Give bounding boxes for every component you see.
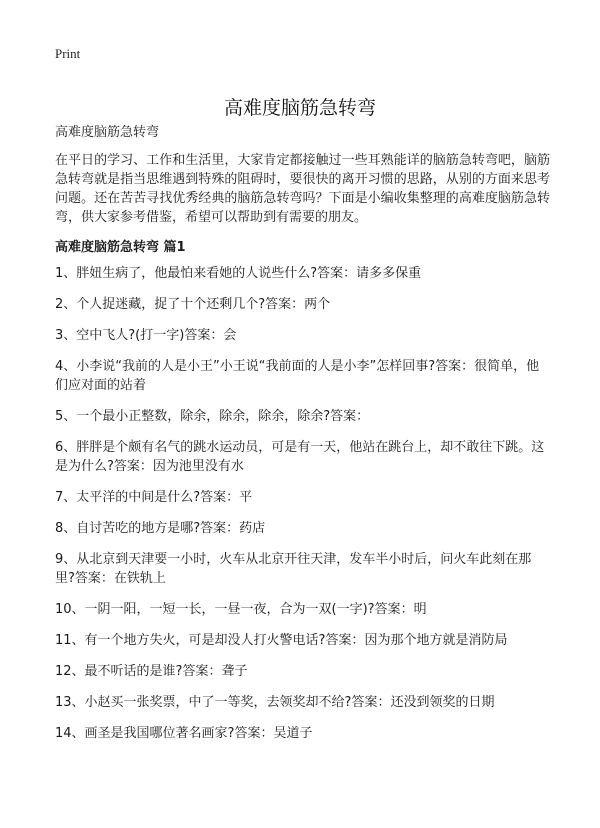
riddle-item-4: 4、小李说“我前的人是小王”小王说“我前面的人是小李”怎样回事?答案：很简单，他们应对面的站着 xyxy=(55,359,540,393)
riddle-item-2: 2、个人捉迷藏，捉了十个还剩几个?答案：两个 xyxy=(55,297,331,312)
riddle-item-7: 7、太平洋的中间是什么?答案：平 xyxy=(55,490,253,505)
riddle-item-8: 8、自讨苦吃的地方是哪?答案：药店 xyxy=(55,521,266,536)
riddle-item-6: 6、胖胖是个颇有名气的跳水运动员，可是有一天，他站在跳台上，却不敢往下跳。这是为什么?答案：因为池里没有水 xyxy=(55,440,545,474)
page-title: 高难度脑筋急转弯 xyxy=(223,96,376,119)
riddle-item-11: 11、有一个地方失火，可是却没人打火警电话?答案：因为那个地方就是消防局 xyxy=(55,633,508,648)
riddle-item-1: 1、胖妞生病了，他最怕来看她的人说些什么?答案：请多多保重 xyxy=(55,266,422,281)
print-link[interactable]: Print xyxy=(55,46,81,61)
document-subtitle: 高难度脑筋急转弯 xyxy=(55,125,160,140)
riddle-item-9: 9、从北京到天津要一小时，火车从北京开往天津，发车半小时后，问火车此刻在那里?答案：在铁轨上 xyxy=(55,552,532,586)
riddle-item-13: 13、小赵买一张奖票，中了一等奖，去领奖却不给?答案：还没到领奖的日期 xyxy=(55,695,495,710)
riddle-list xyxy=(55,264,550,755)
riddle-item-5: 5、一个最小正整数，除余，除余，除余，除余?答案： xyxy=(55,409,370,424)
riddle-item-12: 12、最不听话的是谁?答案：聋子 xyxy=(55,664,248,679)
section-heading: 高难度脑筋急转弯 篇1 xyxy=(55,240,186,255)
riddle-item-10: 10、一阴一阳，一短一长，一昼一夜，合为一双(一字)?答案：明 xyxy=(55,602,427,617)
intro-paragraph: 在平日的学习、工作和生活里，大家肯定都接触过一些耳熟能详的脑筋急转弯吧，脑筋急转弯就是指当思维遇到特殊的阻碍时，要很快的离开习惯的思路，从别的方面来思考问题。还在苦苦寻找优秀经典的脑筋急转弯吗？下面是小编收集整理的高难度脑筋急转弯，供大家参考借鉴，希望可以帮助到有需要的朋友。 xyxy=(55,153,550,225)
riddle-item-14: 14、画圣是我国哪位著名画家?答案：吴道子 xyxy=(55,726,313,741)
riddle-item-3: 3、空中飞人?(打一字)答案：会 xyxy=(55,328,237,343)
